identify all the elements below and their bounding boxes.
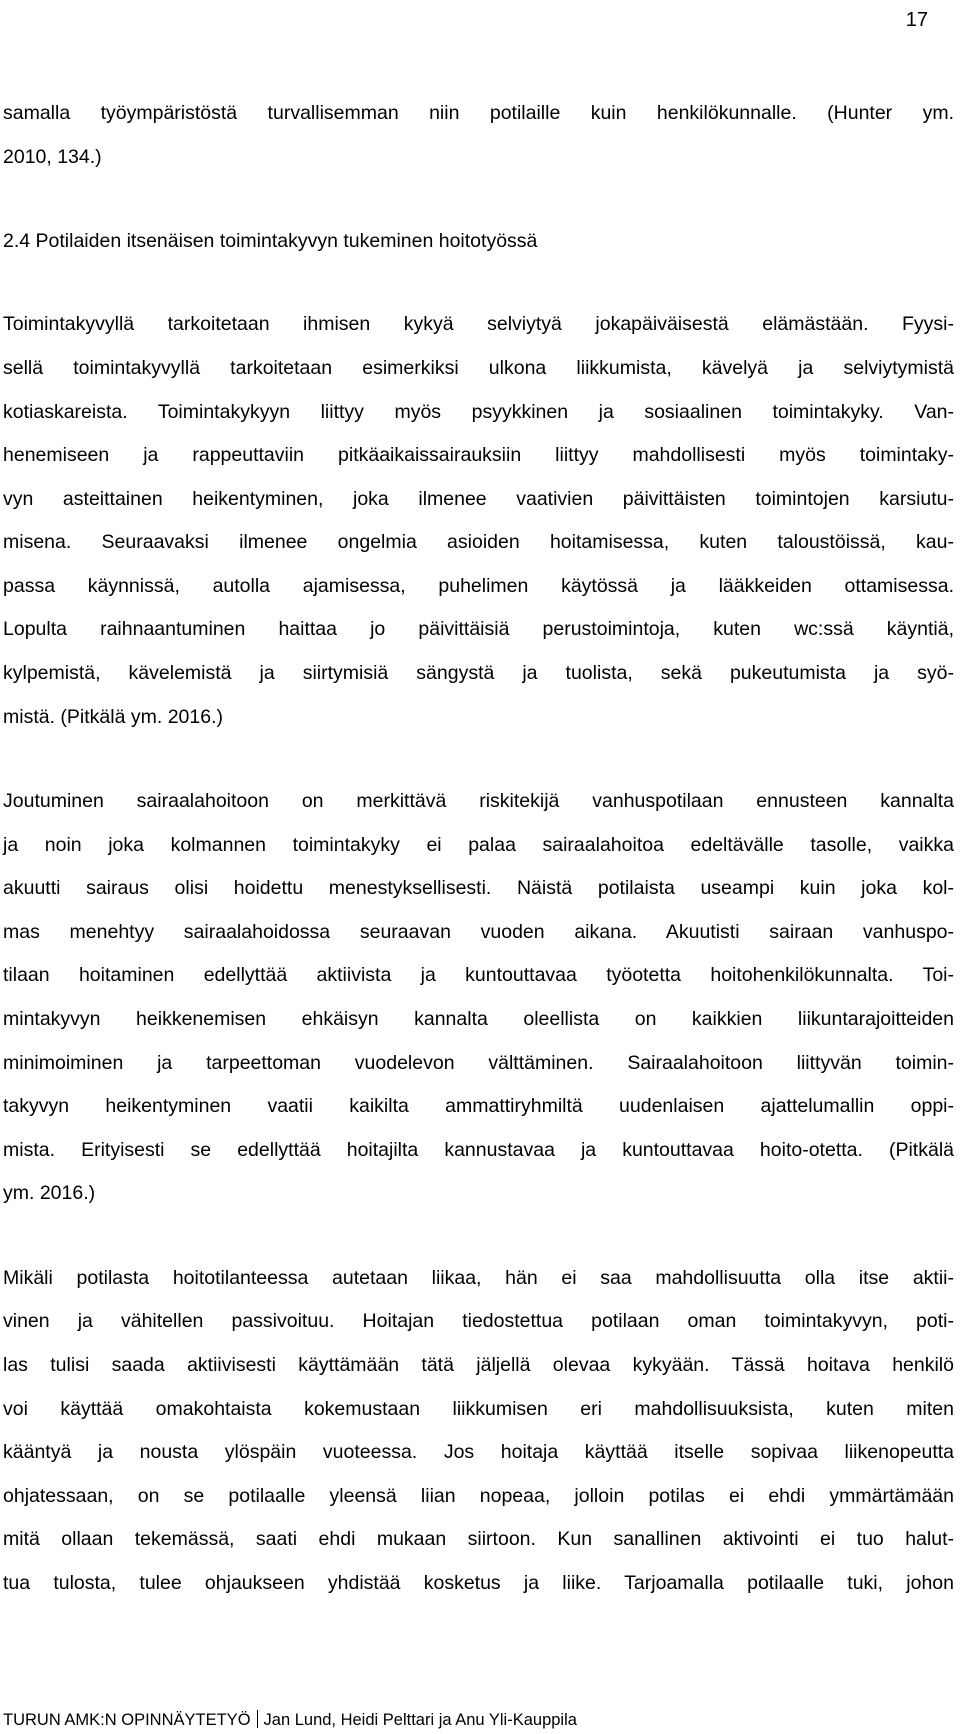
text-line: mistä. (Pitkälä ym. 2016.) <box>3 706 223 728</box>
text-line: akuutti sairaus olisi hoidettu menestyksellisesti. Näistä potilaista useampi kuin joka kol- <box>3 877 954 899</box>
text-line: misena. Seuraavaksi ilmenee ongelmia asioiden hoitamisessa, kuten taloustöissä, kau- <box>3 531 954 553</box>
text-line: Mikäli potilasta hoitotilanteessa autetaan liikaa, hän ei saa mahdollisuutta olla itse aktii- <box>3 1267 954 1289</box>
text-line: voi käyttää omakohtaista kokemustaan liikkumisen eri mahdollisuuksista, kuten miten <box>3 1398 954 1420</box>
text-line: las tulisi saada aktiivisesti käyttämään tätä jäljellä olevaa kykyään. Tässä hoitava henkilö <box>3 1354 954 1376</box>
text-line: kylpemistä, kävelemistä ja siirtymisiä sängystä ja tuolista, sekä pukeutumista ja syö- <box>3 662 954 684</box>
text-line: tilaan hoitaminen edellyttää aktiivista ja kuntouttavaa työotetta hoitohenkilökunnalta. Toi- <box>3 964 954 986</box>
text-line: vyn asteittainen heikentyminen, joka ilmenee vaativien päivittäisten toimintojen karsiutu- <box>3 488 954 510</box>
text-line: mintakyvyn heikkenemisen ehkäisyn kannalta oleellista on kaikkien liikuntarajoitteiden <box>3 1008 954 1030</box>
section-heading: 2.4 Potilaiden itsenäisen toimintakyvyn tukeminen hoitotyössä <box>3 230 538 252</box>
text-line: kotiaskareista. Toimintakykyyn liittyy myös psyykkinen ja sosiaalinen toimintakyky. Van- <box>3 401 954 423</box>
page-footer <box>3 1710 577 1730</box>
text-line: samalla työympäristöstä turvallisemman niin potilaille kuin henkilökunnalle. (Hunter ym. <box>3 102 954 124</box>
text-line: mista. Erityisesti se edellyttää hoitajilta kannustavaa ja kuntouttavaa hoito-otetta. (Pitkälä <box>3 1139 954 1161</box>
text-line: mitä ollaan tekemässä, saati ehdi mukaan siirtoon. Kun sanallinen aktivointi ei tuo halut- <box>3 1528 954 1550</box>
text-line: 2010, 134.) <box>3 146 102 168</box>
text-line: ja noin joka kolmannen toimintakyky ei palaa sairaalahoitoa edeltävälle tasolle, vaikka <box>3 834 954 856</box>
text-line: sellä toimintakyvyllä tarkoitetaan esimerkiksi ulkona liikkumista, kävelyä ja selviytymistä <box>3 357 954 379</box>
text-line: takyvyn heikentyminen vaatii kaikilta ammattiryhmiltä uudenlaisen ajattelumallin oppi- <box>3 1095 954 1117</box>
text-line: passa käynnissä, autolla ajamisessa, puhelimen käytössä ja lääkkeiden ottamisessa. <box>3 575 954 597</box>
text-line: kääntyä ja nousta ylöspäin vuoteessa. Jos hoitaja käyttää itselle sopivaa liikenopeutta <box>3 1441 954 1463</box>
text-line: henemiseen ja rappeuttaviin pitkäaikaissairauksiin liittyy mahdollisesti myös toimintaky- <box>3 444 954 466</box>
text-line: ohjatessaan, on se potilaalle yleensä liian nopeaa, jolloin potilas ei ehdi ymmärtämään <box>3 1485 954 1507</box>
text-line: minimoiminen ja tarpeettoman vuodelevon välttäminen. Sairaalahoitoon liittyvän toimin- <box>3 1052 954 1074</box>
page-number: 17 <box>905 9 928 31</box>
text-line: Joutuminen sairaalahoitoon on merkittävä riskitekijä vanhuspotilaan ennusteen kannalta <box>3 790 954 812</box>
footer-separator <box>257 1710 258 1728</box>
footer-authors: Jan Lund, Heidi Pelttari ja Anu Yli-Kauppila <box>263 1711 577 1729</box>
text-line: Toimintakyvyllä tarkoitetaan ihmisen kykyä selviytyä jokapäiväisestä elämästään. Fyysi- <box>3 313 954 335</box>
text-line: tua tulosta, tulee ohjaukseen yhdistää kosketus ja liike. Tarjoamalla potilaalle tuki, johon <box>3 1572 954 1594</box>
text-line: mas menehtyy sairaalahoidossa seuraavan vuoden aikana. Akuutisti sairaan vanhuspo- <box>3 921 954 943</box>
text-line: ym. 2016.) <box>3 1182 96 1204</box>
text-line: vinen ja vähitellen passivoituu. Hoitajan tiedostettua potilaan oman toimintakyvyn, poti- <box>3 1310 954 1332</box>
text-line: Lopulta raihnaantuminen haittaa jo päivittäisiä perustoimintoja, kuten wc:ssä käyntiä, <box>3 618 954 640</box>
footer-institution: TURUN AMK:N OPINNÄYTETYÖ <box>3 1711 251 1729</box>
